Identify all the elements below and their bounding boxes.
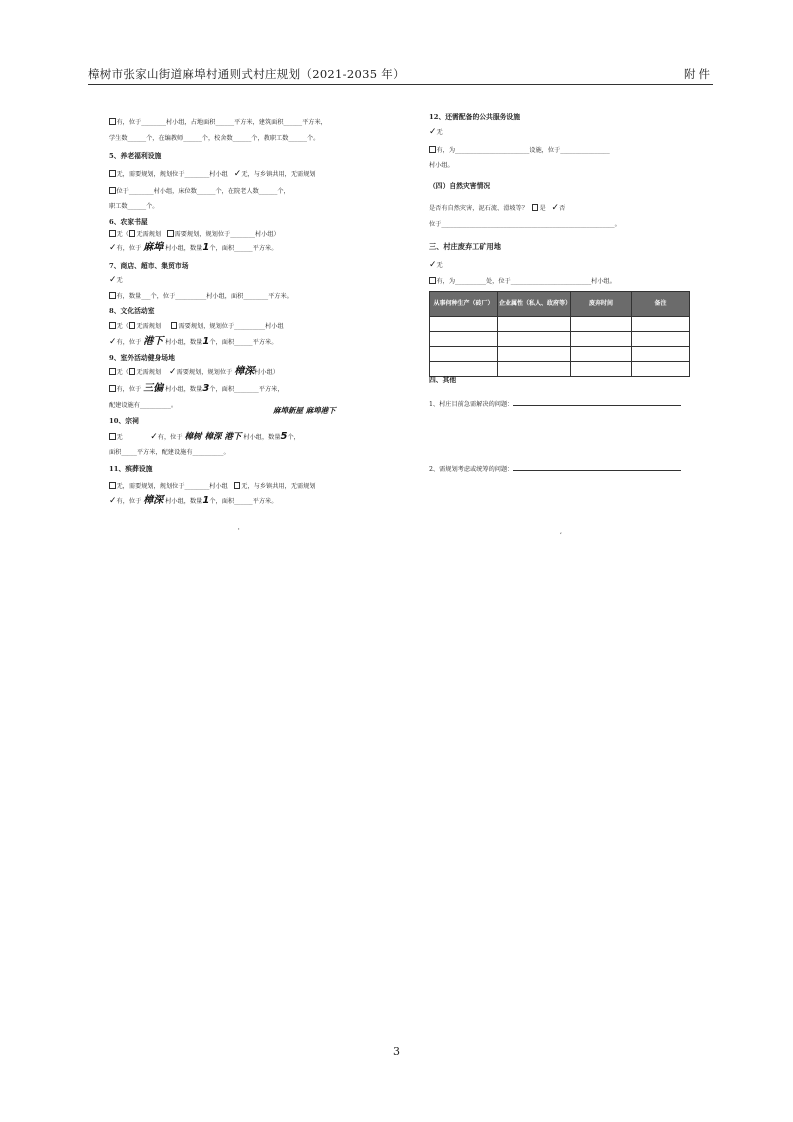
culture-line-2: ✓有，位于 港下 村小组，数量1个，面积______平方米。	[109, 336, 278, 347]
checkbox	[167, 230, 174, 237]
funeral-options: 无，需要规划，规划位于________村小组 无，与乡镇共用，无需规划	[109, 482, 316, 490]
checkbox	[532, 204, 539, 211]
section-7-heading: 7、商店、超市、集贸市场	[109, 262, 189, 270]
fitness-line-2: 有，位于 三偏 村小组，数量3个，面积________平方米，	[109, 384, 284, 394]
section-6-heading: 6、农家书屋	[109, 218, 148, 226]
elderly-line-3: 职工数______个。	[109, 203, 159, 210]
page-header	[88, 66, 713, 85]
check-mark-icon: ✓	[109, 275, 117, 285]
checkbox	[429, 146, 436, 153]
section-12-heading: 12、还需配备的公共服务设施	[429, 113, 521, 121]
table-header: 从事何种生产（砖厂）	[430, 292, 498, 317]
school-line-2: 学生数______个，在编教师______个，校舍数______个，教职工数______个。	[109, 135, 320, 142]
section-8-heading: 8、文化活动室	[109, 307, 155, 315]
section-disaster-heading: （四）自然灾害情况	[429, 182, 491, 190]
disaster-question: 是否有自然灾害，泥石流、滑坡等？ 是 ✓否	[429, 203, 566, 213]
facility-line: 有，为________________________设施，位于________________	[429, 146, 610, 154]
checkbox	[234, 482, 241, 489]
handwritten-location: 港下	[143, 336, 164, 347]
section-11-heading: 11、殡葬设施	[109, 465, 153, 473]
handwritten-annotation: 麻埠新屋 麻埠港下	[273, 406, 336, 415]
document-title: 樟树市张家山街道麻埠村通则式村庄规划（2021-2035 年）	[88, 67, 405, 81]
table-row	[430, 332, 690, 347]
handwritten-location: 麻埠	[143, 242, 164, 253]
school-line-1: 有，位于________村小组，占地面积______平方米，建筑面积______平方米，	[109, 118, 327, 126]
checkbox	[109, 482, 116, 489]
checkbox	[109, 322, 116, 329]
table-header: 备注	[632, 292, 690, 317]
question-1: 1、村庄目前急需解决的问题：	[429, 399, 681, 408]
checkbox	[109, 230, 116, 237]
check-mark-icon: ✓	[429, 127, 437, 137]
table-header: 废弃时间	[571, 292, 632, 317]
checkbox	[129, 322, 136, 329]
section-3-heading: 三、村庄废弃工矿用地	[429, 242, 501, 251]
mine-none: ✓无	[429, 260, 443, 270]
elderly-options: 无，需要规划，规划位于________村小组 ✓无，与乡镇共用，无需规划	[109, 170, 316, 179]
checkbox	[109, 368, 116, 375]
library-line-2: ✓有，位于 麻埠 村小组，数量1个，面积______平方米。	[109, 242, 278, 253]
checkbox	[109, 385, 116, 392]
checkbox	[429, 277, 436, 284]
funeral-line-2: ✓有，位于 樟深 村小组，数量1个，面积______平方米。	[109, 495, 278, 506]
handwritten-count: 1	[202, 495, 210, 506]
checkbox	[109, 170, 116, 177]
checkbox	[171, 322, 178, 329]
checkbox	[109, 187, 116, 194]
checkbox	[129, 368, 136, 375]
table-row	[430, 317, 690, 332]
table-row	[430, 347, 690, 362]
check-mark-icon: ✓	[169, 367, 177, 377]
table-header-row	[430, 292, 690, 317]
check-mark-icon: ✓	[109, 243, 117, 253]
section-10-heading: 10、宗祠	[109, 417, 139, 425]
section-9-heading: 9、室外活动健身场地	[109, 354, 175, 362]
fitness-options: 无（ 无需规划 ✓需要规划，规划位于 樟深村小组）	[109, 367, 279, 377]
handwritten-count: 1	[202, 336, 210, 347]
handwritten-count: 5	[280, 431, 288, 442]
handwritten-location: 樟深	[143, 495, 164, 506]
ancestral-hall-line: 无 ✓有，位于 樟树 樟深 港下 村小组，数量5个，	[109, 432, 300, 442]
check-mark-icon: ✓	[429, 260, 437, 270]
elderly-line-2: 位于________村小组，床位数______个，在院老人数______个，	[109, 187, 290, 195]
table-row	[430, 362, 690, 377]
page-number: 3	[393, 1045, 400, 1058]
abandoned-mine-table	[429, 291, 690, 377]
section-other-heading: 四、其他	[429, 376, 457, 384]
question-2: 2、需规划考虑或统筹的问题：	[429, 464, 681, 473]
checkbox	[109, 292, 116, 299]
library-options: 无（ 无需规划 需要规划，规划位于________村小组）	[109, 230, 280, 238]
check-mark-icon: ✓	[233, 169, 242, 179]
shop-line: 有，数量___个，位于__________村小组，面积________平方米。	[109, 292, 293, 300]
handwritten-location: 三偏	[143, 383, 164, 394]
handwritten-count: 1	[202, 242, 210, 253]
attachment-label: 附件	[684, 67, 713, 81]
facility-line-2: 村小组。	[429, 162, 454, 169]
check-mark-icon: ✓	[551, 203, 560, 213]
checkbox	[109, 118, 116, 125]
culture-options: 无（ 无需规划 需要规划，规划位于__________村小组	[109, 322, 284, 330]
check-mark-icon: ✓	[109, 337, 117, 347]
section-5-heading: 5、养老福利设施	[109, 152, 162, 160]
checkbox	[129, 230, 136, 237]
table-header: 企业属性（私人、政府等）	[498, 292, 571, 317]
mine-line: 有，为__________处，位于__________________________村小组。	[429, 277, 616, 285]
checkbox	[109, 433, 116, 440]
check-mark-icon: ✓	[109, 496, 117, 506]
handwritten-count: 3	[202, 383, 210, 394]
facility-none: ✓无	[429, 127, 443, 137]
ancestral-hall-line-2: 面积_____平方米，配建设施有__________。	[109, 449, 230, 456]
handwritten-location: 樟深	[234, 366, 255, 377]
check-mark-icon: ✓	[150, 432, 158, 442]
handwritten-location: 樟树 樟深 港下	[184, 432, 242, 442]
fitness-line-3: 配建设施有__________。	[109, 402, 178, 409]
shop-none: ✓无	[109, 275, 123, 285]
disaster-location: 位于________________________________________________________。	[429, 221, 621, 228]
